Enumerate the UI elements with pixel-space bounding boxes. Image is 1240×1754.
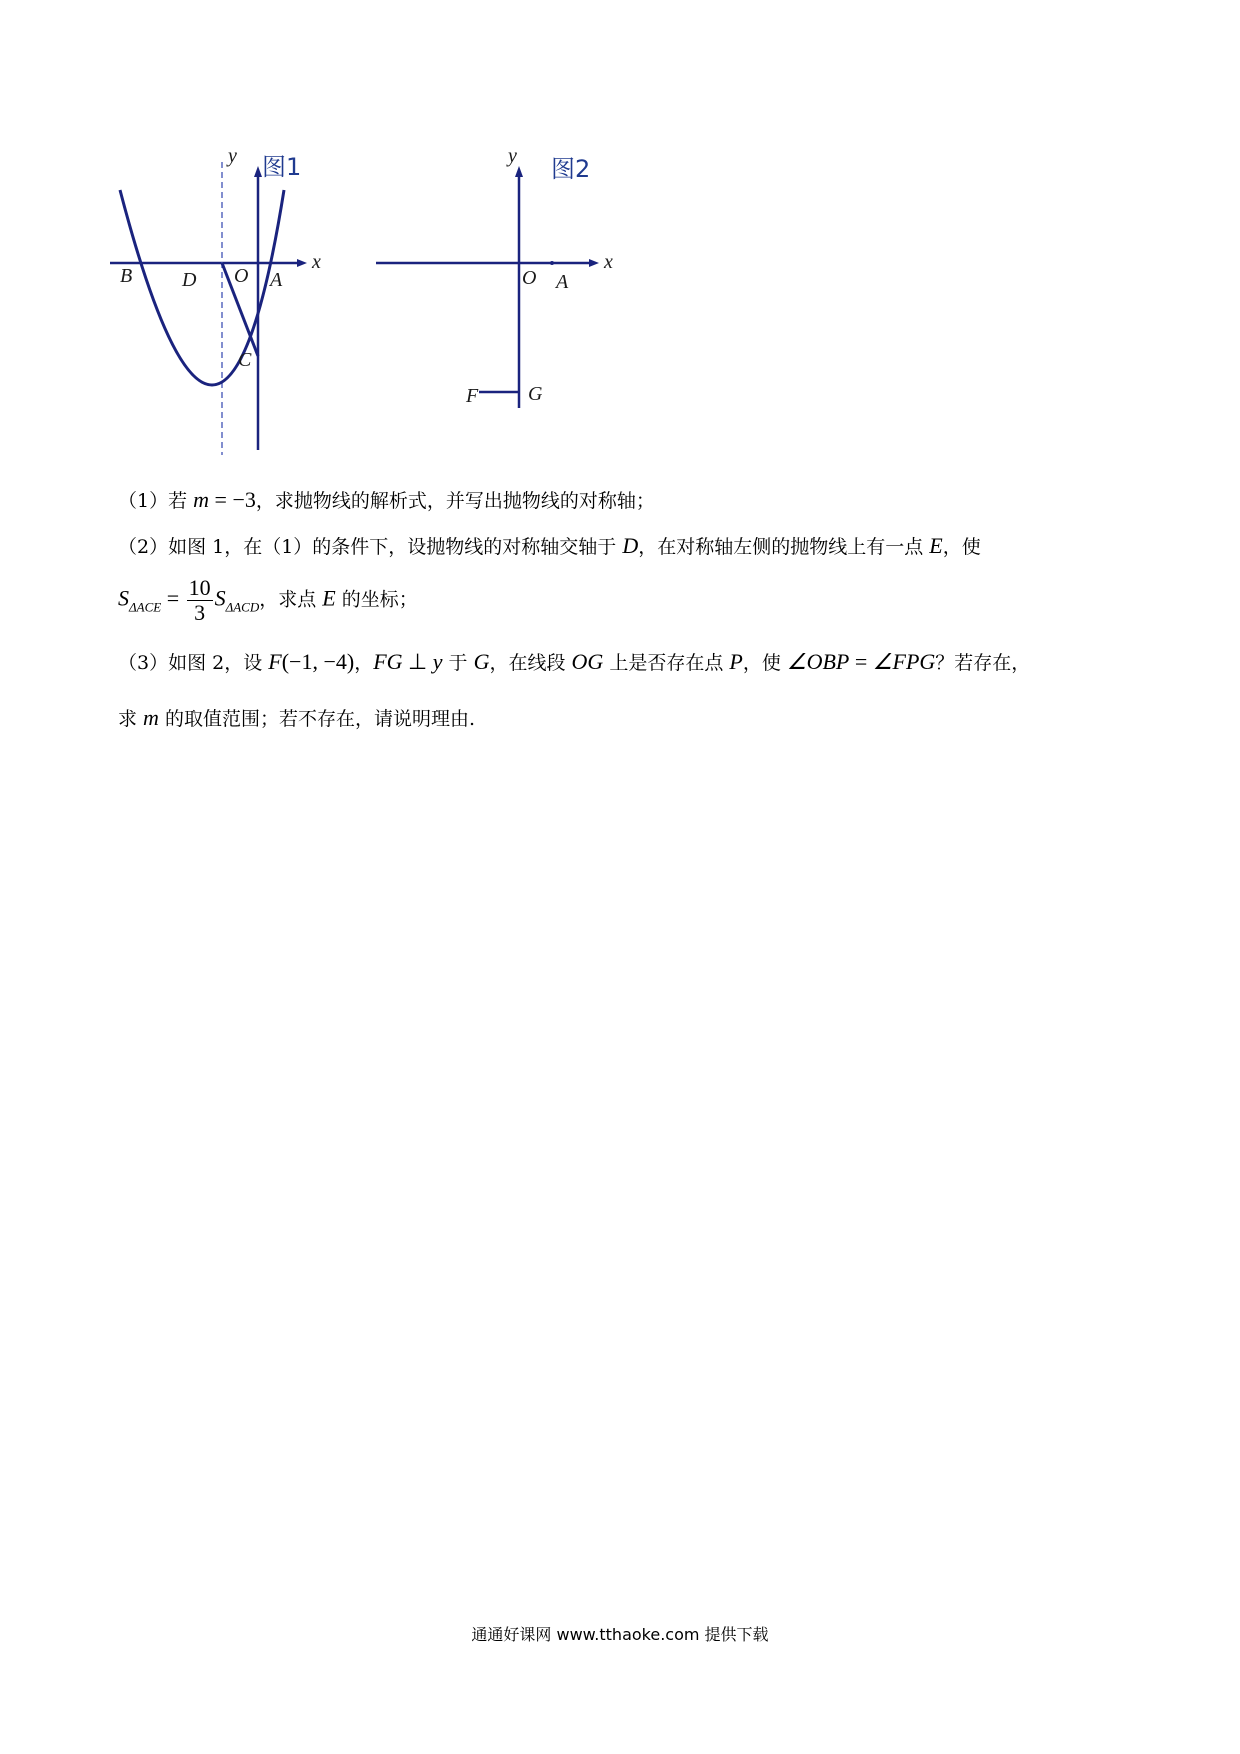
q3-var-y: y [432, 649, 443, 674]
q2-var-e: E [929, 533, 943, 558]
q3-var-f: F [268, 649, 282, 674]
y-axis-arrow [515, 166, 523, 177]
q3-mid2: 上是否存在点 [603, 652, 730, 674]
x-axis-label: x [312, 251, 321, 273]
point-g-label: G [528, 383, 543, 405]
y-axis-label: y [508, 145, 517, 167]
q2-s1: S [118, 585, 129, 611]
figure-2-graph [376, 145, 636, 460]
q3-var-p: P [729, 649, 743, 674]
q2-fraction [187, 576, 213, 625]
x-axis-arrow [589, 259, 599, 267]
q2-var-d: D [622, 533, 639, 558]
q2-sub-acd: ΔACD [225, 599, 260, 615]
point-a-dot [550, 261, 554, 265]
q3-var-m: m [143, 705, 159, 730]
q3-eq: = [849, 649, 873, 674]
footer-text: 通通好课网 www.tthaoke.com 提供下载 [471, 1625, 769, 1644]
y-axis-label: y [228, 145, 237, 167]
figure-1 [110, 145, 350, 460]
question-1 [118, 486, 655, 515]
figure-2 [376, 145, 636, 460]
q3-angle1: ∠OBP [786, 649, 850, 674]
point-a-label: A [270, 269, 283, 291]
q2-eq: = [161, 585, 185, 611]
point-f-label: F [466, 385, 479, 407]
q3-mid1: ，在线段 [489, 652, 572, 674]
point-o-label: O [234, 265, 249, 287]
q3-mid3: ，使 [742, 652, 787, 674]
q2-frac-num: 10 [188, 575, 211, 600]
question-3-line-1 [118, 648, 1030, 677]
q3-suffix: ？若存在， [935, 652, 1031, 674]
point-a-label: A [556, 271, 569, 293]
q2-line1-suffix: ，使 [942, 536, 981, 558]
q3-sep1: ， [354, 652, 374, 674]
point-o-label: O [522, 267, 537, 289]
q2-frac-den: 3 [194, 600, 206, 625]
q1-var-m: m [193, 487, 210, 512]
point-c-label: C [238, 349, 252, 371]
y-axis-arrow [254, 166, 262, 177]
q2-var-e2: E [322, 585, 336, 611]
q3-coords: (−1, −4) [281, 649, 355, 674]
question-2-line-2 [118, 576, 418, 625]
point-b-label: B [120, 265, 133, 287]
q2-line1-prefix: （2）如图 1，在（1）的条件下，设抛物线的对称轴交轴于 [118, 536, 623, 558]
question-2-line-1 [118, 532, 981, 561]
q2-line2-suffix: 的坐标； [335, 588, 418, 611]
q3-var-g: G [473, 649, 490, 674]
q2-line2-mid: ，求点 [259, 588, 323, 611]
q3-fg: FG [373, 649, 403, 674]
x-axis-arrow [297, 259, 307, 267]
q3-angle2: ∠FPG [872, 649, 936, 674]
point-d-label: D [182, 269, 197, 291]
q3-line2-prefix: 求 [118, 708, 144, 730]
x-axis-label: x [604, 251, 613, 273]
q1-suffix: ，求抛物线的解析式，并写出抛物线的对称轴； [255, 490, 655, 512]
figure-2-title: 图2 [551, 155, 591, 183]
q3-perp: ⊥ [402, 649, 433, 674]
q2-sub-ace: ΔACE [129, 599, 162, 615]
q1-eq: = −3 [209, 487, 256, 512]
q3-prefix: （3）如图 2，设 [118, 652, 269, 674]
figure-1-title: 图1 [262, 153, 302, 181]
q3-line2-suffix: 的取值范围；若不存在，请说明理由. [158, 708, 476, 730]
q3-yu: 于 [442, 652, 474, 674]
q1-prefix: （1）若 [118, 490, 194, 512]
q2-s2: S [214, 585, 226, 611]
q2-line1-mid: ，在对称轴左侧的抛物线上有一点 [638, 536, 930, 558]
parabola [120, 190, 284, 385]
figure-1-graph [110, 145, 350, 460]
question-3-line-2 [118, 704, 475, 733]
q3-og: OG [571, 649, 604, 674]
